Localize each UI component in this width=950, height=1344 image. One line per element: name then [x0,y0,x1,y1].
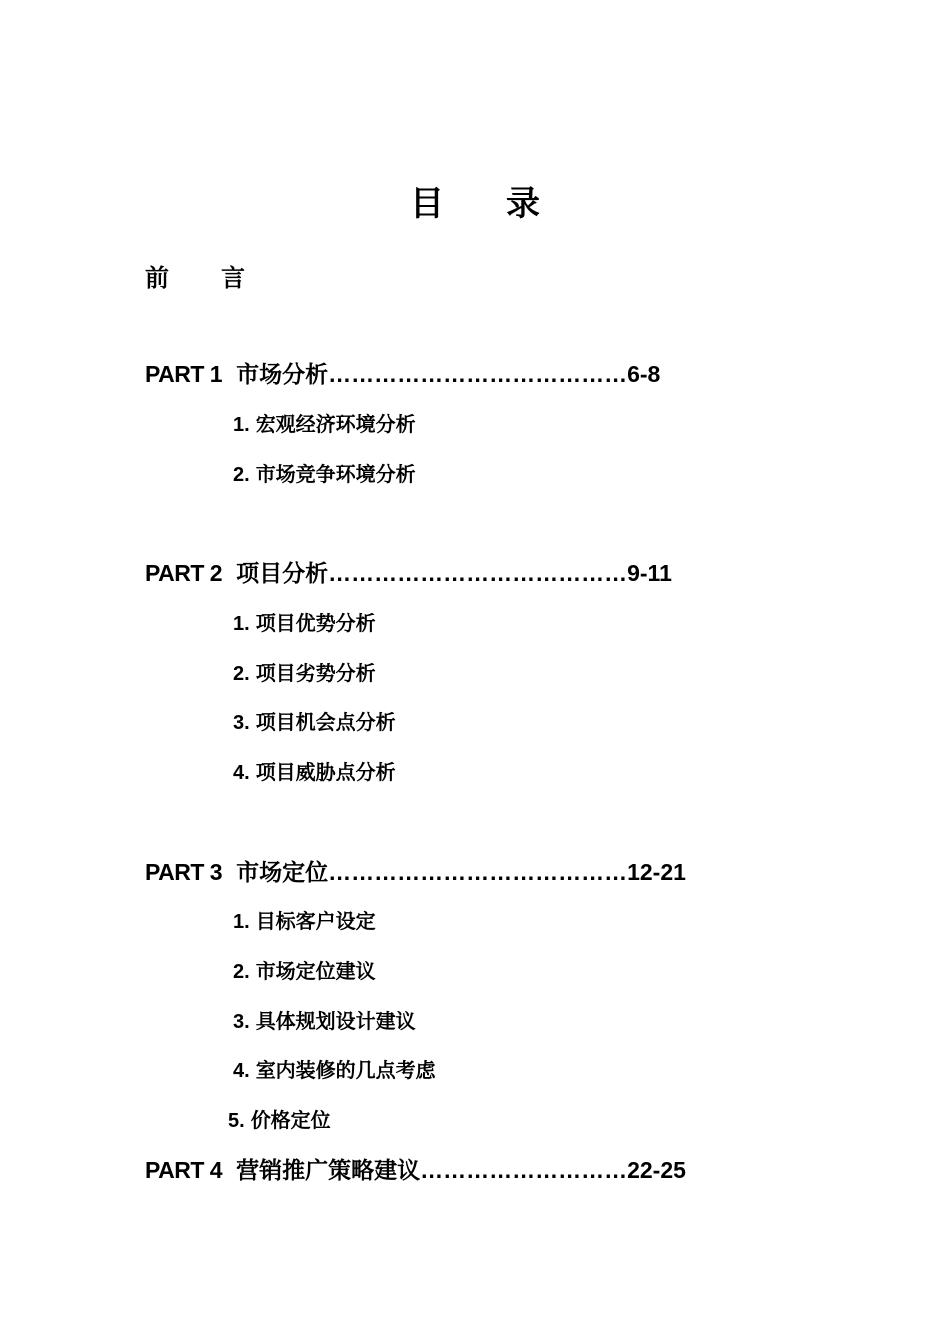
leader-dots: ……………………… [420,1157,628,1183]
item-text: 项目优势分析 [255,611,376,635]
part-name: 市场定位 [236,860,329,886]
page-range: 22-25 [627,1157,686,1183]
toc-item[interactable] [233,911,376,932]
toc-item[interactable] [233,1011,416,1032]
item-number: 1. [233,613,250,635]
item-number: 3. [233,712,250,734]
item-number: 1. [233,414,250,436]
page-range: 12-21 [627,859,686,885]
item-text: 项目劣势分析 [255,661,376,685]
page-title [0,176,950,225]
preface-char-2: 言 [221,264,245,292]
page-range: 9-11 [627,560,672,586]
toc-item[interactable] [233,663,376,684]
item-number: 2. [233,961,250,983]
toc-part-1[interactable] [145,363,660,387]
leader-dots: ………………………………… [328,361,628,387]
item-number: 2. [233,464,250,486]
toc-item[interactable] [233,613,376,634]
item-text: 市场定位建议 [255,959,376,983]
item-number: 1. [233,911,250,933]
part-label: PART 4 [145,1157,223,1183]
title-char-2: 录 [506,184,540,224]
toc-part-2[interactable] [145,562,672,586]
item-number: 2. [233,663,250,685]
toc-item[interactable] [233,712,396,733]
part-label: PART 3 [145,859,223,885]
toc-part-3[interactable] [145,861,686,885]
item-number: 4. [233,762,250,784]
item-number: 5. [228,1110,245,1132]
leader-dots: ………………………………… [328,859,628,885]
item-text: 目标客户设定 [255,909,376,933]
page-range: 6-8 [627,361,661,387]
item-number: 3. [233,1011,250,1033]
item-text: 宏观经济环境分析 [255,412,416,436]
item-text: 价格定位 [250,1108,331,1132]
leader-dots: ………………………………… [328,560,628,586]
part-name: 项目分析 [236,561,329,587]
item-text: 项目机会点分析 [255,710,396,734]
preface-heading[interactable] [145,258,245,293]
toc-item[interactable] [233,414,416,435]
item-text: 市场竞争环境分析 [255,462,416,486]
part-name: 营销推广策略建议 [236,1158,421,1184]
toc-item[interactable] [233,464,416,485]
title-char-1: 目 [410,184,444,224]
item-number: 4. [233,1060,250,1082]
item-text: 项目威胁点分析 [255,760,396,784]
part-name: 市场分析 [236,362,329,388]
item-text: 室内装修的几点考虑 [255,1058,436,1082]
preface-char-1: 前 [145,264,169,292]
part-label: PART 2 [145,560,223,586]
item-text: 具体规划设计建议 [255,1009,416,1033]
toc-item[interactable] [233,961,376,982]
toc-item[interactable] [233,762,396,783]
part-label: PART 1 [145,361,223,387]
toc-item[interactable] [228,1110,331,1131]
toc-part-4[interactable] [145,1159,686,1183]
toc-item[interactable] [233,1060,436,1081]
